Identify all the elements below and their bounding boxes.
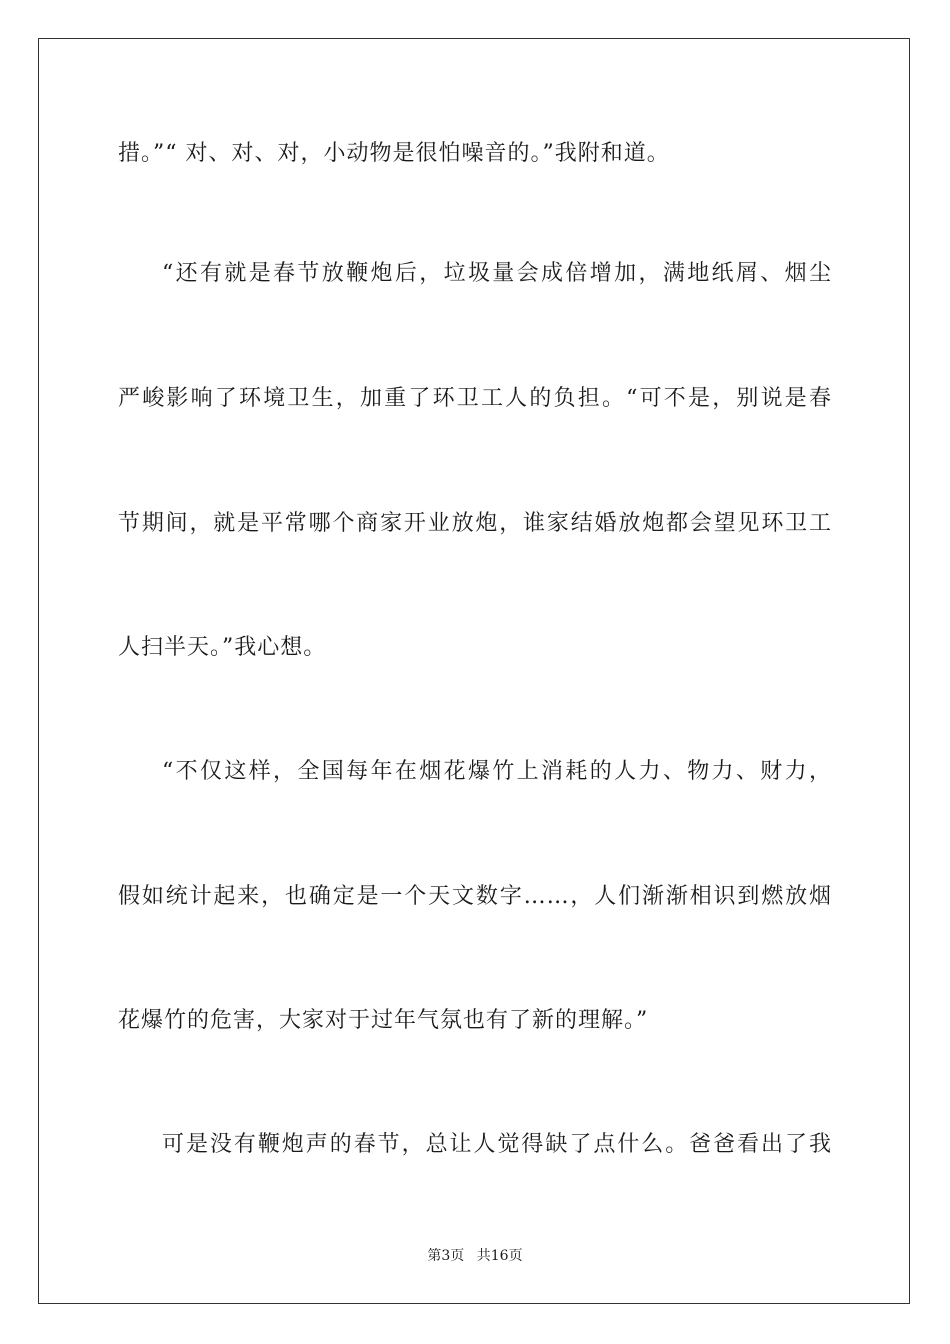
page-border (38, 38, 910, 1304)
text-line: 可是没有鞭炮声的春节，总让人觉得缺了点什么。爸爸看出了我 (162, 1132, 832, 1157)
text-line: 节期间，就是平常哪个商家开业放炮，谁家结婚放炮都会望见环卫工 (118, 511, 832, 536)
page-footer (0, 1247, 950, 1265)
text-line: 措。”“ 对、对、对，小动物是很怕噪音的。”我附和道。 (118, 141, 670, 166)
text-line: 假如统计起来，也确定是一个天文数字……，人们渐渐相识到燃放烟 (118, 884, 832, 909)
page-total: 共16页 (476, 1248, 523, 1264)
text-line: “不仅这样，全国每年在烟花爆竹上消耗的人力、物力、财力， (162, 759, 832, 784)
text-line: 人扫半天。”我心想。 (118, 635, 327, 660)
text-line: “还有就是春节放鞭炮后，垃圾量会成倍增加，满地纸屑、烟尘 (162, 261, 832, 286)
page-number: 第3页 (427, 1248, 465, 1264)
text-line: 严峻影响了环境卫生，加重了环卫工人的负担。“可不是，别说是春 (118, 386, 832, 411)
text-line: 花爆竹的危害，大家对于过年气氛也有了新的理解。” (118, 1008, 649, 1033)
